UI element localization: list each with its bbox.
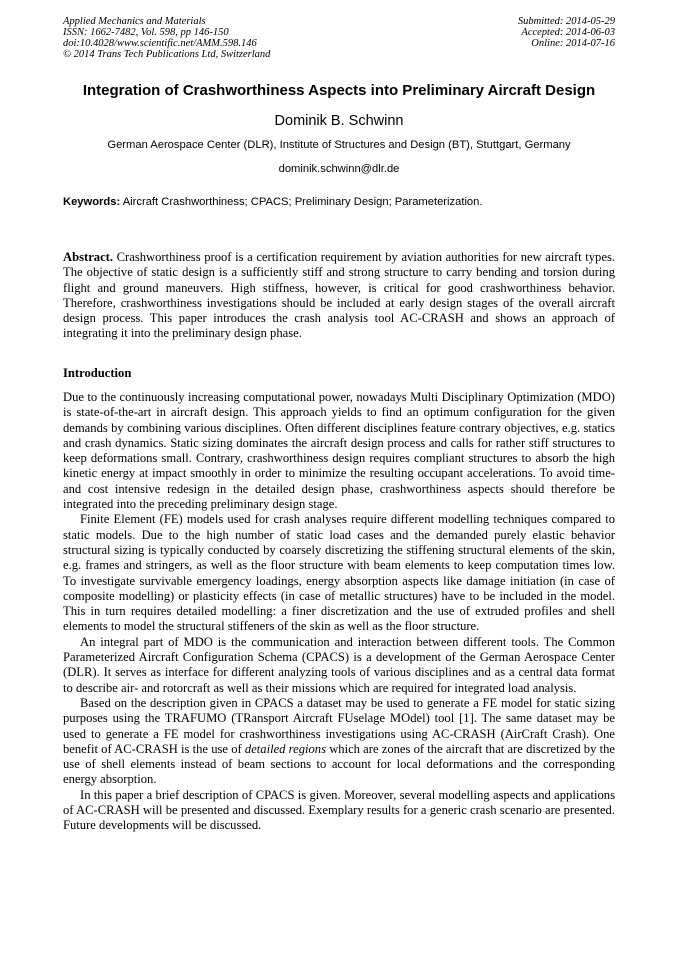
- paper-title: Integration of Crashworthiness Aspects into Preliminary Aircraft Design: [82, 82, 596, 99]
- abstract-text: Crashworthiness proof is a certification requirement by aviation authorities for new aircraft types. The objective of static design is a sufficiently stiff and strong structure to carry bending and torsion during flight and ground maneuvers. High stiffness, however, is critical for good crashworthiness behavior. Therefore, crashworthiness investigations should be included at early design stages of the overall aircraft design process. This paper introduces the crash analysis tool AC-CRASH and shows an approach of integrating it into the preliminary design phase.: [63, 250, 615, 341]
- author-name: Dominik B. Schwinn: [274, 113, 404, 129]
- keywords: [63, 196, 615, 208]
- doi: doi:10.4028/www.scientific.net/AMM.598.146: [63, 38, 257, 49]
- section-heading-introduction: Introduction: [63, 366, 132, 380]
- journal-name: Applied Mechanics and Materials: [63, 16, 206, 27]
- header-left: [63, 16, 270, 60]
- copyright: © 2014 Trans Tech Publications Ltd, Switzerland: [63, 49, 271, 60]
- intro-paragraph-4: [63, 696, 615, 788]
- keywords-text: Aircraft Crashworthiness; CPACS; Preliminary Design; Parameterization.: [122, 196, 483, 208]
- author-email: dominik.schwinn@dlr.de: [278, 163, 400, 175]
- issn: ISSN: 1662-7482, Vol. 598, pp 146-150: [63, 27, 229, 38]
- abstract: [63, 250, 615, 342]
- keywords-label: Keywords:: [63, 196, 121, 208]
- submitted-date: Submitted: 2014-05-29: [517, 16, 615, 27]
- intro-p4-part-2: which are zones of the aircraft that are discretized by the use of shell elements instead of beam sections to account for local deformations and the corresponding energy absorption.: [63, 741, 615, 787]
- abstract-label: Abstract.: [63, 250, 114, 264]
- introduction-body: [63, 390, 615, 834]
- online-date: Online: 2014-07-16: [531, 38, 615, 49]
- intro-paragraph-1: Due to the continuously increasing computational power, nowadays Multi Disciplinary Optimization (MDO) is state-of-the-art in aircraft design. This approach yields to find an optimum configuration for the given demands by combining various disciplines. Often different disciplines feature contrary objectives, e.g. statics and crash dynamics. Static sizing dominates the aircraft design process and calls for rather stiff structures to keep deformations small. Contrary, crashworthiness design requires compliant structures to absorb the high kinetic energy at impact smoothly in order to minimize the resulting occupant accelerations. To avoid time- and cost intensive redesign in the detailed design phase, crashworthiness aspects should therefore be integrated into the preceding preliminary design stage.: [63, 390, 615, 512]
- author-affiliation: German Aerospace Center (DLR), Institute of Structures and Design (BT), Stuttgart, Germany: [107, 139, 571, 151]
- intro-p4-part-1: Based on the description given in CPACS a dataset may be used to generate a FE model for static sizing purposes using the TRAFUMO (TRansport Aircraft FUselage MOdel) tool [1]. The same dataset may be used to generate a FE model for crashworthiness investigations using AC-CRASH (AirCraft Crash). One benefit of AC-CRASH is the use of: [63, 695, 615, 756]
- intro-paragraph-2: Finite Element (FE) models used for crash analyses require different modelling techniques compared to static models. Due to the high number of static load cases and the demanded purely elastic behavior structural sizing is typically conducted by coarsely discretizing the stiffening structural elements of the skin, e.g. frames and stringers, as well as the floor structure with beam elements to keep computation times low. To investigate survivable emergency loadings, energy absorption aspects like damage initiation (in case of composite modelling) or plasticity effects (in case of metallic structures) have to be included in the model. This in turn requires detailed modelling: a finer discretization and the use of extruded profiles and shell elements to model the structural stiffeners of the skin as well as the floor structure.: [63, 512, 615, 634]
- intro-paragraph-5: In this paper a brief description of CPACS is given. Moreover, several modelling aspects and applications of AC-CRASH will be presented and discussed. Exemplary results for a generic crash scenario are presented. Future developments will be discussed.: [63, 787, 615, 833]
- accepted-date: Accepted: 2014-06-03: [521, 27, 615, 38]
- header-right: [518, 16, 615, 49]
- intro-p4-emphasis: detailed regions: [244, 741, 326, 756]
- intro-paragraph-3: An integral part of MDO is the communication and interaction between different tools. The Common Parameterized Aircraft Configuration Schema (CPACS) is a development of the German Aerospace Center (DLR). It serves as interface for different analyzing tools of various disciplines and as a central data format to describe air- and rotorcraft as well as their missions which are required for integrated load analysis.: [63, 634, 615, 695]
